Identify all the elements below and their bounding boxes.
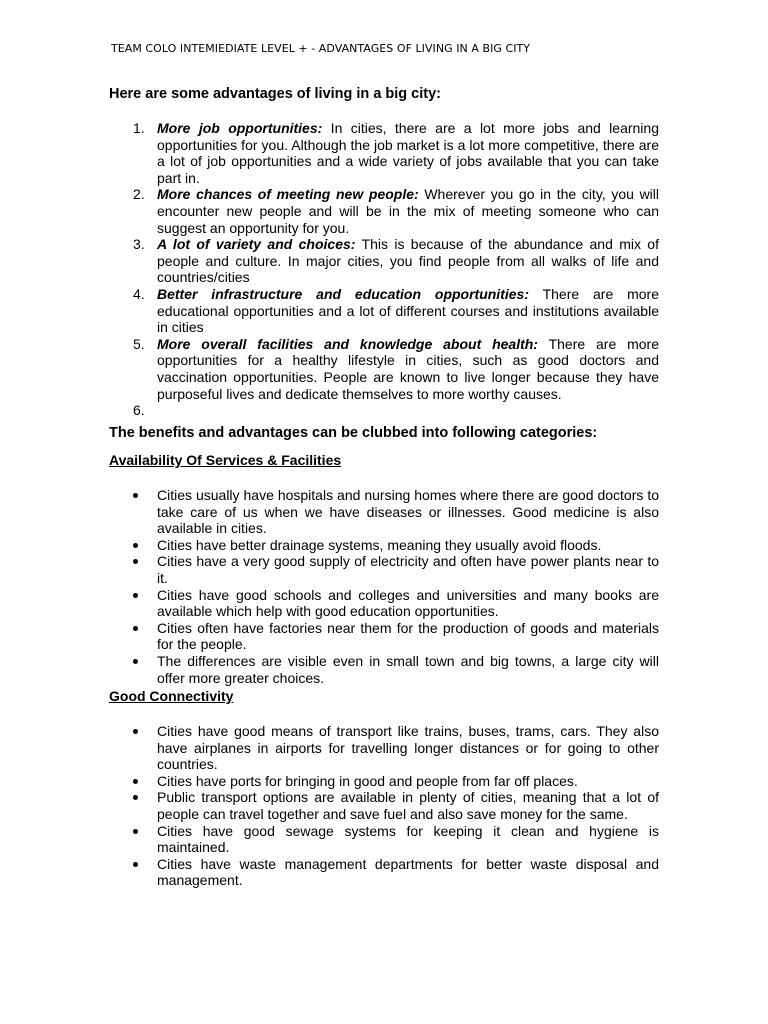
bullet-icon: [133, 779, 138, 784]
bullet-icon: [133, 862, 138, 867]
bullet-text: Cities have good means of transport like trains, buses, trams, cars. They also have airplanes in airports for travelling longer distances or for going to other countries.: [157, 723, 659, 773]
section-title-connectivity: Good Connectivity: [109, 688, 234, 704]
item-text: There are more educational opportunities and a lot of different courses and institutions available in cities: [157, 285, 660, 336]
item-number: 1.: [133, 120, 145, 136]
item-lead: Better infrastructure and education opportunities:: [157, 285, 529, 302]
item-number: 5.: [133, 335, 145, 352]
item-lead: More overall facilities and knowledge about health:: [157, 335, 538, 352]
bullet-icon: [133, 729, 138, 734]
bullet-item: [109, 653, 659, 686]
bullet-item: [109, 856, 659, 889]
bullet-text: Cities have good sewage systems for keeping it clean and hygiene is maintained.: [157, 822, 659, 856]
intro-heading: Here are some advantages of living in a big city:: [109, 86, 441, 102]
item-lead: A lot of variety and choices:: [157, 236, 356, 253]
bullet-item: [109, 487, 659, 537]
bullet-icon: [133, 626, 138, 631]
advantage-item: [109, 186, 659, 236]
item-number: 4.: [133, 285, 145, 302]
bullet-item: [109, 823, 659, 856]
bullet-item: [109, 789, 659, 822]
bullet-item: [109, 587, 659, 620]
item-text: There are more opportunities for a healthy lifestyle in cities, such as good doctors and vaccination opportunities. People are known to live longer because they have purposeful lives and dedicate themselves to more worthy causes.: [157, 335, 659, 402]
bullet-item: [109, 723, 659, 773]
item-lead: More chances of meeting new people:: [157, 186, 419, 203]
bullet-icon: [133, 543, 138, 548]
bullet-text: Cities have good schools and colleges and universities and many books are available which help with good education opportunities.: [157, 586, 659, 620]
advantage-item: [109, 120, 659, 186]
bullet-text: Cities have better drainage systems, meaning they usually avoid floods.: [157, 536, 602, 553]
item-number: 6.: [133, 402, 145, 419]
bullet-icon: [133, 829, 138, 834]
bullet-text: Public transport options are available in plenty of cities, meaning that a lot of people can travel together and save fuel and also save money for the same.: [157, 789, 659, 822]
bullet-item: [109, 620, 659, 653]
bullet-icon: [133, 795, 138, 800]
advantage-item: [109, 336, 659, 402]
services-bullet-list: [109, 487, 659, 686]
connectivity-bullet-list: [109, 723, 659, 889]
item-text: Wherever you go in the city, you will encounter new people and will be in the mix of meeting someone who can suggest an opportunity for you.: [157, 186, 660, 236]
item-number: 3.: [133, 236, 145, 253]
bullet-text: Cities have a very good supply of electricity and often have power plants near to it.: [157, 553, 659, 586]
bullet-item: [109, 553, 659, 586]
advantage-item: [109, 286, 659, 336]
bullet-item: [109, 537, 659, 554]
item-text: In cities, there are a lot more jobs and learning opportunities for you. Although the job market is a lot more competitive, there are a lot of job opportunities and a wide variety of jobs available that you can take part in.: [157, 120, 659, 186]
bullet-icon: [133, 493, 138, 498]
bullet-text: Cities have waste management departments for better waste disposal and management.: [157, 855, 659, 889]
item-text: This is because of the abundance and mix of people and culture. In major cities, you find people from all walks of life and countries/cities: [157, 236, 659, 286]
bullet-text: The differences are visible even in small town and big towns, a large city will offer more greater choices.: [157, 652, 659, 686]
bullet-icon: [133, 593, 138, 598]
bullet-text: Cities usually have hospitals and nursing homes where there are good doctors to take care of us when we have diseases or illnesses. Good medicine is also available in cities.: [157, 487, 659, 537]
document-header: TEAM COLO INTEMIEDIATE LEVEL + - ADVANTAGES OF LIVING IN A BIG CITY: [111, 42, 531, 55]
bullet-text: Cities have ports for bringing in good and people from far off places.: [157, 772, 578, 789]
item-lead: More job opportunities:: [157, 120, 323, 136]
advantage-item: [109, 402, 659, 419]
advantage-item: [109, 236, 659, 286]
bullet-item: [109, 773, 659, 790]
bullet-icon: [133, 659, 138, 664]
bullet-text: Cities often have factories near them for the production of goods and materials for the people.: [157, 619, 659, 653]
advantages-list: [109, 120, 659, 419]
item-number: 2.: [133, 186, 145, 203]
section-title-services: Availability Of Services & Facilities: [109, 452, 342, 468]
benefits-heading: The benefits and advantages can be clubbed into following categories:: [109, 425, 598, 441]
bullet-icon: [133, 559, 138, 564]
